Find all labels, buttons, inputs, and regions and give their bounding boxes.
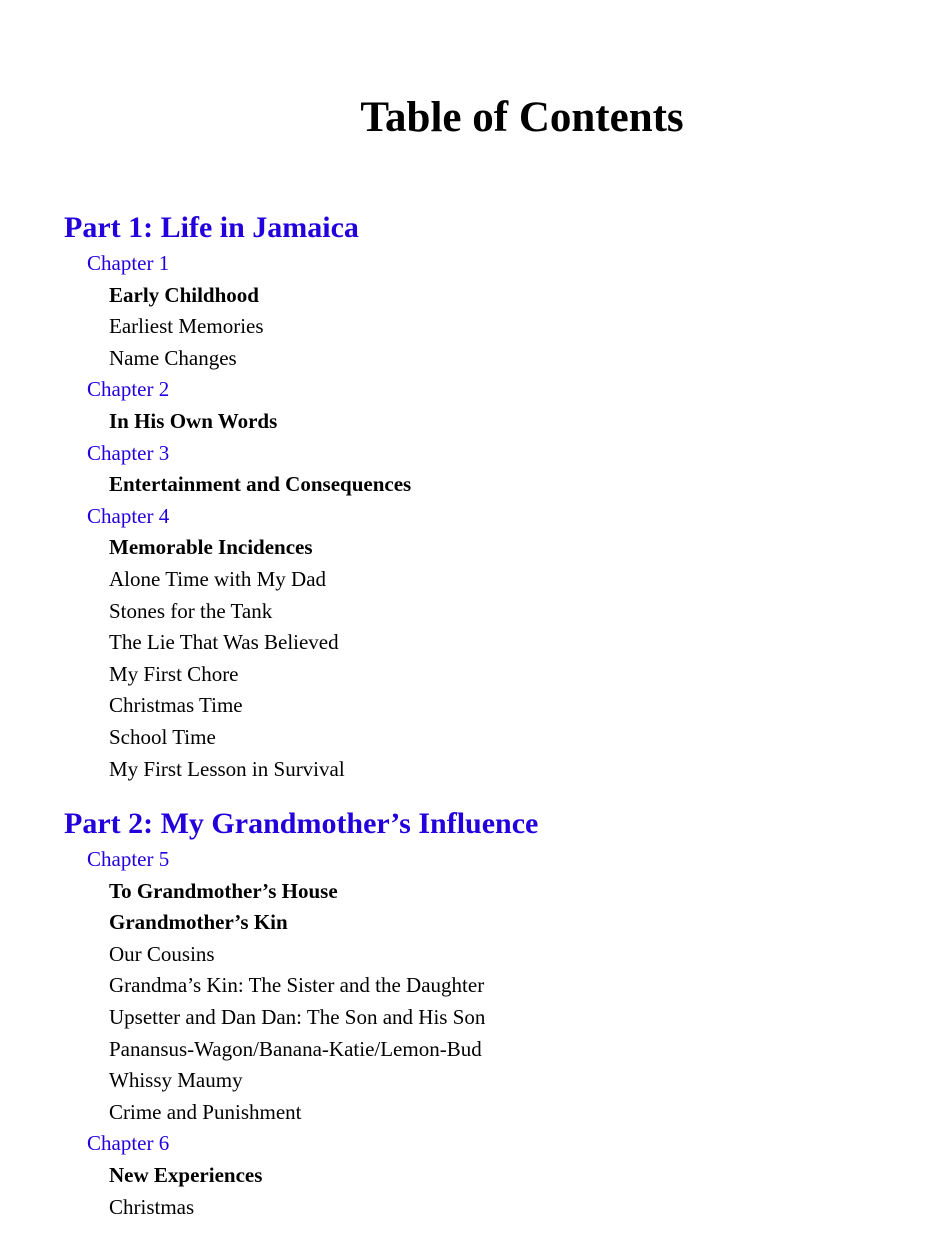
- toc-section-link[interactable]: In His Own Words: [109, 408, 278, 433]
- page-title: Table of Contents: [360, 94, 684, 141]
- toc-entry-link[interactable]: Crime and Punishment: [109, 1099, 302, 1124]
- toc-entry-link[interactable]: Whissy Maumy: [109, 1068, 243, 1093]
- toc-entry-link[interactable]: My First Lesson in Survival: [109, 756, 345, 781]
- toc-chapter-link[interactable]: Chapter 6: [87, 1131, 170, 1156]
- toc-section-link[interactable]: Entertainment and Consequences: [109, 472, 412, 497]
- toc-part-link[interactable]: Part 1: Life in Jamaica: [64, 211, 359, 244]
- toc-chapter-link[interactable]: Chapter 4: [87, 503, 170, 528]
- toc-entry-link[interactable]: Our Cousins: [109, 941, 215, 966]
- toc-chapter-link[interactable]: Chapter 2: [87, 377, 170, 402]
- toc-entry-link[interactable]: Name Changes: [109, 345, 237, 370]
- toc-chapter-link[interactable]: Chapter 5: [87, 847, 170, 872]
- toc-part-link[interactable]: Part 2: My Grandmother’s Influence: [64, 807, 539, 841]
- toc-section-link[interactable]: To Grandmother’s House: [109, 878, 338, 903]
- toc-section-link[interactable]: Grandmother’s Kin: [109, 910, 288, 935]
- toc-entry-link[interactable]: My First Chore: [109, 661, 239, 686]
- toc-section-link[interactable]: Memorable Incidences: [109, 535, 313, 560]
- toc-section-link[interactable]: New Experiences: [109, 1163, 263, 1188]
- table-of-contents: [64, 208, 924, 1223]
- toc-chapter-link[interactable]: Chapter 1: [87, 251, 170, 275]
- toc-entry-link[interactable]: Earliest Memories: [109, 314, 264, 339]
- toc-entry-link[interactable]: Upsetter and Dan Dan: The Son and His Son: [109, 1005, 486, 1030]
- toc-entry-link[interactable]: Grandma’s Kin: The Sister and the Daughter: [109, 973, 485, 998]
- toc-entry-link[interactable]: School Time: [109, 724, 216, 749]
- toc-entry-link[interactable]: Stones for the Tank: [109, 598, 273, 623]
- toc-entry-link[interactable]: Panansus-Wagon/Banana-Katie/Lemon-Bud: [109, 1036, 482, 1061]
- toc-entry-link[interactable]: Alone Time with My Dad: [109, 566, 327, 591]
- toc-entry-link[interactable]: Christmas: [109, 1194, 195, 1219]
- toc-entry-link[interactable]: The Lie That Was Believed: [109, 630, 339, 655]
- toc-chapter-link[interactable]: Chapter 3: [87, 440, 170, 465]
- toc-section-link[interactable]: Early Childhood: [109, 282, 259, 307]
- toc-entry-link[interactable]: Christmas Time: [109, 693, 243, 718]
